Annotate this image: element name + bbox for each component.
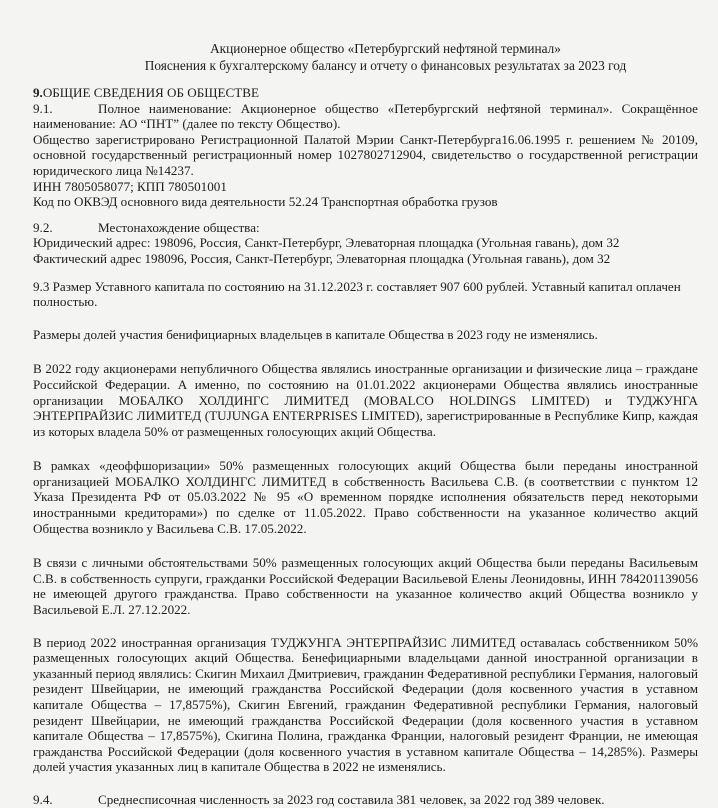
okved-text: Код по ОКВЭД основного вида деятельности 52.24 Транспортная обработка грузов [33,194,498,210]
registration-text: Общество зарегистрировано Регистрационной Палатой Мэрии Санкт-Петербурга16.06.1995 г. решением № 20109, основной государственный регистрационный номер 1027802712904, свидетельство о государственной регистрации юридического лица №14237. [33,131,698,178]
legal-address: Юридический адрес: 198096, Россия, Санкт-Петербург, Элеваторная площадка (Угольная гавань), дом 32 [33,235,620,251]
document-header-title: Пояснения к бухгалтерскому балансу и отчету о финансовых результатах за 2023 год [144,58,627,73]
paragraph-tujunga: В период 2022 иностранная организация ТУДЖУНГА ЭНТЕРПРАЙЗИС ЛИМИТЕД оставалась собственником 50% размещенных голосующих акций Общества. Бенефициарными владельцами данной иностранной организации в указанный период являлись: Скигин Михаил Дмитриевич, гражданин Федеративной республики Германия, налоговый резидент Швейцарии, не имеющий гражданства Российской Федерации (доля косвенного участия в уставном капитале Общества – 17,8575%), Скигин Евгений, гражданин Федеративной республики Германия, налоговый резидент Швейцарии, не имеющий гражданства Российской Федерации (доля косвенного участия в уставном капитале Общества – 17,8575%), Скигина Полина, гражданка Франции, налоговый резидент Франции, не имеющая гражданства Российской Федерации (доля косвенного участия в уставном капитале Общества – 14,285%). Размеры долей участия указанных лиц в капитале Общества в 2022 не изменялись. [33,634,698,775]
actual-address: Фактический адрес 198096, Россия, Санкт-Петербург, Элеваторная площадка (Угольная гавань), дом 32 [33,250,611,266]
section-heading [33,85,698,101]
clause-number-9-4: 9.4. [33,791,53,807]
paragraph-deoffshorization: В рамках «деоффшоризации» 50% размещенных голосующих акций Общества были переданы иностранной организацией МОБАЛКО ХОЛДИНГС ЛИМИТЕД в собственность Васильева С.В. (в соответствии с пунктом 12 Указа Президента РФ от 05.03.2022 № 95 «О временном порядке исполнения обязательств перед некоторыми иностранными кредиторами») по сделке от 11.05.2022. Право собственности на указанное количество акций Общества возникло у Васильева С.В. 17.05.2022. [33,458,698,536]
location-title: Местонахождение общества: [98,219,260,235]
paragraph-shareholders-2022: В 2022 году акционерами непубличного Общества являлись иностранные организации и физические лица – граждане Российской Федерации. А именно, по состоянию на 01.01.2022 акционерами Общества являлись иностранные организации МОБАЛКО ХОЛДИНГС ЛИМИТЕД (MOBALCO HOLDINGS LIMITED) и ТУДЖУНГА ЭНТЕРПРАЙЗИС ЛИМИТЕД (TUJUNGA ENTERPRISES LIMITED), зарегистрированные в Республике Кипр, каждая из которых владела 50% от размещенных голосующих акций Общества. [33,361,698,439]
clause-number-9-1: 9.1. [33,100,53,116]
paragraph-9-4 [33,792,698,808]
paragraph-transfer-spouse: В связи с личными обстоятельствами 50% размещенных голосующих акций Общества были переданы Васильевым С.В. в собственность супруги, гражданки Российской Федерации Васильевой Елены Леонидовны, ИНН 784201139056 не имеющей другого гражданства. Право собственности на указанное количество акций Общества возникло у Васильевой Е.Л. 27.12.2022. [33,555,698,618]
section-number: 9. [33,85,43,100]
document-header-company: Акционерное общество «Петербургский нефтяной терминал» [210,41,561,56]
paragraph-beneficiaries: Размеры долей участия бенифициарных владельцев в капитале Общества в 2023 году не изменялись. [33,326,598,342]
headcount-text: Среднесписочная численность за 2023 год составила 381 человек, за 2022 год 389 человек. [98,791,605,807]
full-name-text: Полное наименование: Акционерное общество «Петербургский нефтяной терминал». Сокращённое наименование: АО “ПНТ” (далее по тексту Общество). [33,100,698,132]
paragraph-9-1 [33,101,698,132]
section-title: ОБЩИЕ СВЕДЕНИЯ ОБ ОБЩЕСТВЕ [42,85,259,100]
paragraph-9-3: 9.3 Размер Уставного капитала по состоянию на 31.12.2023 г. составляет 907 600 рублей. Уставный капитал оплачен полностью. [33,278,681,310]
paragraph-9-2 [33,220,698,236]
inn-kpp-text: ИНН 7805058077; КПП 780501001 [33,178,227,194]
clause-number-9-2: 9.2. [33,219,53,235]
